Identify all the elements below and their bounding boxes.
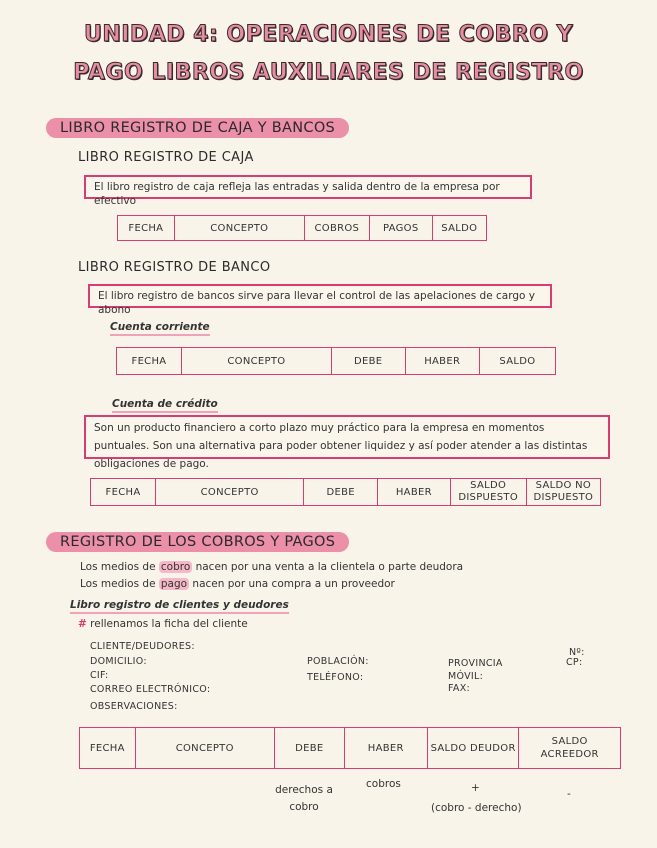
text-medios-cobro-post: nacen por una venta a la clientela o parte deudora — [192, 561, 464, 573]
col-cobros: COBROS — [304, 216, 369, 241]
col-pagos: PAGOS — [369, 216, 432, 241]
text-medios-cobro-pre: Los medios de — [80, 561, 159, 573]
field-provincia: PROVINCIA — [448, 658, 503, 669]
col-debe: DEBE — [331, 348, 405, 375]
field-cif: CIF: — [90, 670, 109, 681]
definition-libro-caja: El libro registro de caja refleja las entradas y salida dentro de la empresa por efectivo — [84, 175, 532, 199]
field-poblacion: POBLACIÓN: — [307, 656, 369, 667]
note-ficha-text: rellenamos la ficha del cliente — [86, 618, 248, 630]
page-title-line-1: UNIDAD 4: OPERACIONES DE COBRO Y — [83, 22, 574, 47]
note-debe: derechos a cobro — [275, 784, 333, 813]
field-movil: MÓVIL: — [448, 671, 484, 682]
field-cliente: CLIENTE/DEUDORES: — [90, 641, 195, 652]
page-title-line-2: PAGO LIBROS AUXILIARES DE REGISTRO — [73, 60, 584, 85]
col-saldo-acreedor: SALDO ACREEDOR — [519, 728, 621, 769]
col-fecha: FECHA — [80, 728, 136, 769]
field-observaciones: OBSERVACIONES: — [90, 701, 178, 712]
text-medios-pago — [80, 578, 395, 590]
text-medios-pago-post: nacen por una compra a un proveedor — [189, 578, 395, 590]
note-ficha-cliente — [78, 618, 248, 630]
col-debe: DEBE — [304, 479, 378, 506]
note-haber: cobros — [366, 778, 401, 790]
col-concepto: CONCEPTO — [156, 479, 304, 506]
text-medios-cobro — [80, 561, 463, 573]
col-haber: HABER — [344, 728, 427, 769]
table-cuenta-corriente — [116, 347, 556, 375]
col-concepto: CONCEPTO — [181, 348, 331, 375]
col-fecha: FECHA — [118, 216, 175, 241]
col-fecha: FECHA — [117, 348, 182, 375]
label-cuenta-corriente: Cuenta corriente — [110, 321, 210, 336]
text-medios-pago-pre: Los medios de — [80, 578, 159, 590]
table-cuenta-credito — [90, 478, 601, 506]
field-correo: CORREO ELECTRÓNICO: — [90, 684, 211, 695]
highlight-cobro: cobro — [160, 561, 191, 573]
definition-cuenta-credito: Son un producto financiero a corto plazo muy práctico para la empresa en momentos puntuales. Son una alternativa para poder obtener liquidez y así poder atender a las distintas obligaciones de pago. — [84, 415, 610, 459]
col-saldo: SALDO — [479, 348, 555, 375]
table-libro-clientes — [79, 727, 621, 769]
col-debe: DEBE — [274, 728, 344, 769]
field-telefono: TELÉFONO: — [307, 672, 364, 683]
col-saldo-no-dispuesto: SALDO NO DISPUESTO — [526, 479, 600, 506]
section-heading-caja-bancos: LIBRO REGISTRO DE CAJA Y BANCOS — [46, 118, 349, 138]
hash-icon: # — [78, 618, 87, 630]
field-fax: FAX: — [448, 683, 470, 694]
label-libro-clientes: Libro registro de clientes y deudores — [70, 599, 289, 614]
col-saldo-dispuesto: SALDO DISPUESTO — [450, 479, 526, 506]
label-cuenta-credito: Cuenta de crédito — [112, 398, 218, 413]
col-fecha: FECHA — [91, 479, 156, 506]
section-heading-cobros-pagos: REGISTRO DE LOS COBROS Y PAGOS — [46, 532, 349, 552]
note-deudor-text: (cobro - derecho) — [431, 802, 522, 814]
heading-libro-banco: LIBRO REGISTRO DE BANCO — [78, 260, 271, 275]
col-saldo-deudor: SALDO DEUDOR — [427, 728, 518, 769]
heading-libro-caja: LIBRO REGISTRO DE CAJA — [78, 150, 254, 165]
definition-libro-banco: El libro registro de bancos sirve para llevar el control de las apelaciones de cargo y abono — [88, 284, 552, 308]
note-deudor-sign: + — [471, 782, 480, 794]
field-cp: CP: — [566, 657, 583, 668]
col-saldo: SALDO — [432, 216, 486, 241]
col-concepto: CONCEPTO — [174, 216, 304, 241]
highlight-pago: pago — [160, 578, 188, 590]
note-acreedor-sign: - — [567, 788, 571, 800]
col-concepto: CONCEPTO — [135, 728, 274, 769]
col-haber: HABER — [378, 479, 451, 506]
col-haber: HABER — [405, 348, 479, 375]
table-libro-caja — [117, 215, 487, 241]
field-domicilio: DOMICILIO: — [90, 656, 147, 667]
field-numero: Nº: — [569, 647, 585, 658]
